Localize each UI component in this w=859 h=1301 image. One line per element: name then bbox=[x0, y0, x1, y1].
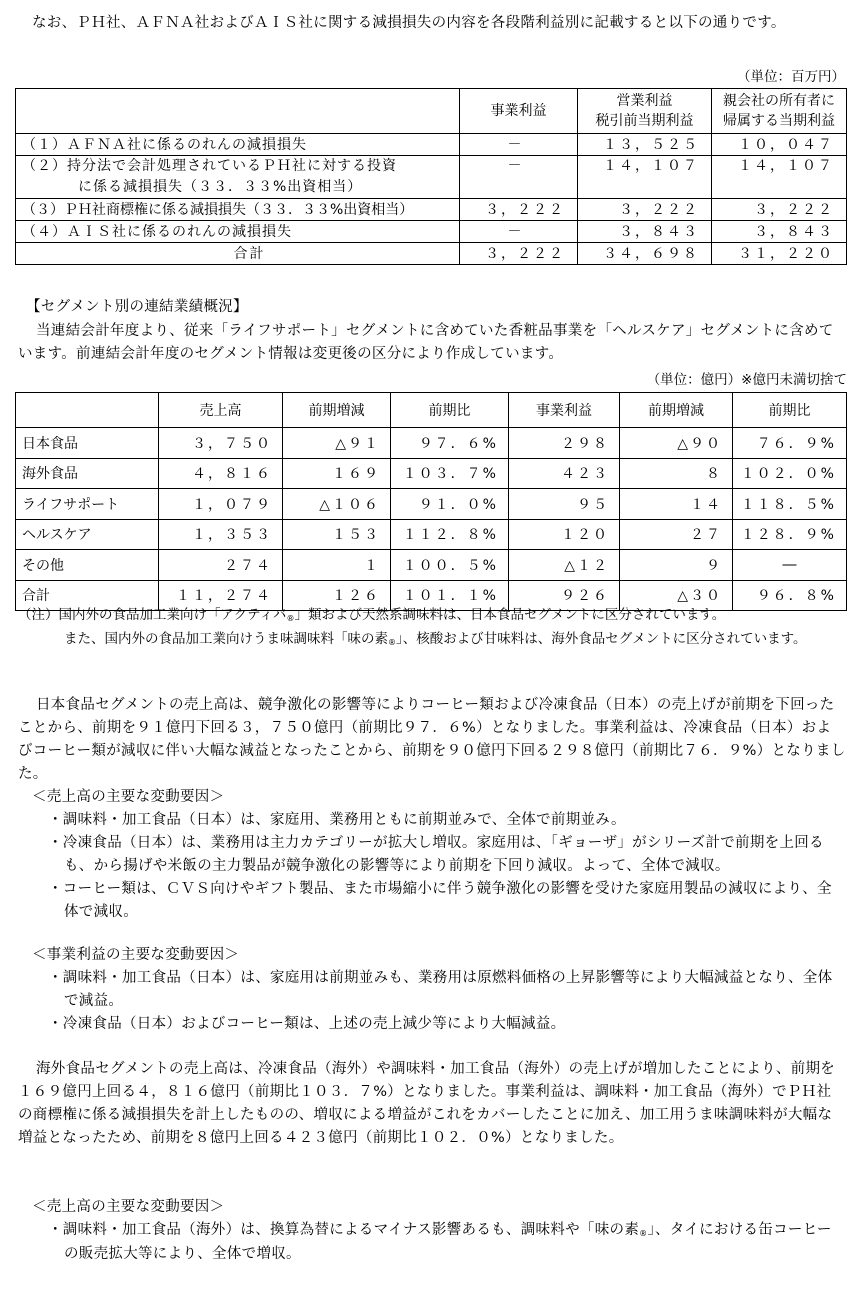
note-line1-part1: 国内外の食品加工業向け「アクティバ bbox=[58, 607, 287, 623]
impairment-header-row bbox=[16, 89, 847, 134]
operating-profit-label: 営業利益 bbox=[616, 93, 673, 109]
note-line2-part1: また、国内外の食品加工業向けうま味調味料「味の素 bbox=[64, 631, 388, 647]
segment-header-blank bbox=[16, 393, 159, 428]
list-item: ・冷凍食品（日本）およびコーヒー類は、上述の売上減少等により大幅減益。 bbox=[48, 1016, 566, 1032]
segment-header-sales-change: 前期増減 bbox=[283, 393, 391, 428]
impairment-cell: ３，２２２ bbox=[460, 199, 578, 221]
segment-cell: ９２６ bbox=[509, 580, 620, 611]
overseas-bullet-part1: ・調味料・加工食品（海外）は、換算為替によるマイナス影響あるも、調味料や「味の素 bbox=[48, 1222, 640, 1238]
impairment-table bbox=[15, 88, 847, 265]
overseas-bullet-part2: 」、タイにおける缶コーヒーの販売拡大等により、全体で増収。 bbox=[64, 1222, 832, 1262]
segment-unit-label: （単位：億円）※億円未満切捨て bbox=[646, 372, 847, 388]
segment-cell: △１０６ bbox=[283, 489, 391, 520]
impairment-cell: １４，１０７ bbox=[712, 156, 847, 199]
impairment-row-label bbox=[16, 156, 460, 199]
impairment-row bbox=[16, 156, 847, 199]
impairment-cell: － bbox=[460, 156, 578, 199]
segment-header-profit-change: 前期増減 bbox=[620, 393, 733, 428]
segment-row-name: 日本食品 bbox=[16, 428, 159, 459]
impairment-row-label-line2: に係る減損損失（３３．３３%出資相当） bbox=[78, 179, 363, 195]
segment-note bbox=[18, 604, 858, 652]
impairment-row bbox=[16, 221, 847, 243]
pretax-profit-label: 税引前当期利益 bbox=[595, 113, 694, 129]
segment-cell: １０２．０% bbox=[733, 458, 847, 489]
impairment-header-owner-profit bbox=[712, 89, 847, 134]
segment-cell: １１２．８% bbox=[391, 519, 509, 550]
impairment-row-label: （３）ＰＨ社商標権に係る減損損失（３３．３３%出資相当） bbox=[16, 199, 460, 221]
segment-cell: １，０７９ bbox=[159, 489, 283, 520]
segment-cell: ９１．０% bbox=[391, 489, 509, 520]
segment-row bbox=[16, 489, 847, 520]
impairment-cell: ３，２２２ bbox=[460, 243, 578, 265]
segment-cell: ４２３ bbox=[509, 458, 620, 489]
note-line1-part2: 」類および天然系調味料は、日本食品セグメントに区分されています。 bbox=[294, 607, 726, 623]
segment-cell: １０１．１% bbox=[391, 580, 509, 611]
segment-cell: ９７．６% bbox=[391, 428, 509, 459]
note-line2-part2: 」、核酸および甘味料は、海外食品セグメントに区分されています。 bbox=[396, 631, 807, 647]
overseas-sales-factors-header: ＜売上高の主要な変動要因＞ bbox=[32, 1199, 225, 1215]
segment-cell: ２７４ bbox=[159, 550, 283, 581]
segment-heading: 【セグメント別の連結業績概況】 bbox=[26, 299, 248, 315]
segment-header-profit-ratio: 前期比 bbox=[733, 393, 847, 428]
segment-row-name: ヘルスケア bbox=[16, 519, 159, 550]
segment-cell: １２０ bbox=[509, 519, 620, 550]
segment-header-business-profit: 事業利益 bbox=[509, 393, 620, 428]
impairment-cell: ３，８４３ bbox=[712, 221, 847, 243]
segment-cell: △９１ bbox=[283, 428, 391, 459]
list-item: ・調味料・加工食品（日本）は、家庭用は前期並みも、業務用は原燃料価格の上昇影響等により大幅減益となり、全体で減益。 bbox=[48, 970, 833, 1009]
intro-paragraph: なお、ＰＨ社、ＡＦＮＡ社およびＡＩＳ社に関する減損損失の内容を各段階利益別に記載すると以下の通りです。 bbox=[32, 15, 786, 31]
impairment-row-label: （１）ＡＦＮＡ社に係るのれんの減損損失 bbox=[16, 134, 460, 156]
segment-cell: １２６ bbox=[283, 580, 391, 611]
segment-row-name: 合計 bbox=[16, 580, 159, 611]
segment-cell: △３０ bbox=[620, 580, 733, 611]
registered-mark-icon: ® bbox=[388, 638, 396, 647]
japan-profit-bullets bbox=[48, 967, 846, 1036]
segment-row-name: 海外食品 bbox=[16, 458, 159, 489]
impairment-cell: ３，２２２ bbox=[578, 199, 712, 221]
list-item bbox=[48, 1219, 846, 1266]
segment-cell: １４ bbox=[620, 489, 733, 520]
segment-header-sales-ratio: 前期比 bbox=[391, 393, 509, 428]
segment-cell: △１２ bbox=[509, 550, 620, 581]
japan-profit-factors-header: ＜事業利益の主要な変動要因＞ bbox=[32, 947, 240, 963]
overseas-sales-bullets bbox=[48, 1219, 846, 1266]
segment-cell: １００．５% bbox=[391, 550, 509, 581]
japan-sales-factors-header: ＜売上高の主要な変動要因＞ bbox=[32, 789, 225, 805]
segment-cell: １６９ bbox=[283, 458, 391, 489]
segment-cell: ８ bbox=[620, 458, 733, 489]
segment-cell: ２７ bbox=[620, 519, 733, 550]
list-item: ・コーヒー類は、ＣＶＳ向けやギフト製品、また市場縮小に伴う競争激化の影響を受けた家庭用製品の減収により、全体で減収。 bbox=[48, 881, 832, 920]
segment-cell: １０３．７% bbox=[391, 458, 509, 489]
segment-cell: １ bbox=[283, 550, 391, 581]
segment-row-name: その他 bbox=[16, 550, 159, 581]
overseas-food-paragraph: 海外食品セグメントの売上高は、冷凍食品（海外）や調味料・加工食品（海外）の売上げが増加したことにより、前期を１６９億円上回る４，８１６億円（前期比１０３．７%）となりました。事業利益は、調味料・加工食品（海外）でＰＨ社の商標権に係る減損損失を計上したものの、増収による増益がこれをカバーしたことに加え、加工用うま味調味料が大幅な増益となったため、前期を８億円上回る４２３億円（前期比１０２．０%）となりました。 bbox=[18, 1061, 836, 1146]
impairment-row-label-line1: （２）持分法で会計処理されているＰＨ社に対する投資 bbox=[22, 158, 397, 174]
note-prefix: （注） bbox=[18, 607, 59, 623]
segment-cell: ９６．８% bbox=[733, 580, 847, 611]
registered-mark-icon: ® bbox=[639, 1229, 648, 1238]
list-item: ・冷凍食品（日本）は、業務用は主力カテゴリーが拡大し増収。家庭用は、「ギョーザ」がシリーズ計で前期を上回るも、から揚げや米飯の主力製品が競争激化の影響等により前期を下回り減収。よって、全体で減収。 bbox=[48, 835, 824, 874]
segment-table bbox=[15, 392, 847, 611]
list-item: ・調味料・加工食品（日本）は、家庭用、業務用ともに前期並みで、全体で前期並み。 bbox=[48, 812, 626, 828]
note-line2 bbox=[18, 628, 858, 652]
impairment-row bbox=[16, 134, 847, 156]
segment-cell: １１８．５% bbox=[733, 489, 847, 520]
impairment-cell: ３４，６９８ bbox=[578, 243, 712, 265]
segment-row-name: ライフサポート bbox=[16, 489, 159, 520]
impairment-total-label: 合計 bbox=[16, 243, 460, 265]
segment-cell: １２８．９% bbox=[733, 519, 847, 550]
segment-row bbox=[16, 458, 847, 489]
impairment-cell: ３，８４３ bbox=[578, 221, 712, 243]
segment-header-row bbox=[16, 393, 847, 428]
impairment-header-business-profit: 事業利益 bbox=[460, 89, 578, 134]
impairment-header-blank bbox=[16, 89, 460, 134]
impairment-row-label: （４）ＡＩＳ社に係るのれんの減損損失 bbox=[16, 221, 460, 243]
segment-cell: １，３５３ bbox=[159, 519, 283, 550]
impairment-cell: ３１，２２０ bbox=[712, 243, 847, 265]
impairment-total-row bbox=[16, 243, 847, 265]
segment-cell: １１，２７４ bbox=[159, 580, 283, 611]
segment-row bbox=[16, 550, 847, 581]
segment-cell: △９０ bbox=[620, 428, 733, 459]
segment-cell: ２９８ bbox=[509, 428, 620, 459]
segment-cell: ７６．９% bbox=[733, 428, 847, 459]
impairment-cell: １３，５２５ bbox=[578, 134, 712, 156]
impairment-cell: － bbox=[460, 134, 578, 156]
impairment-row bbox=[16, 199, 847, 221]
impairment-unit-label: （単位：百万円） bbox=[737, 69, 845, 85]
segment-cell: ９ bbox=[620, 550, 733, 581]
impairment-cell: － bbox=[460, 221, 578, 243]
owner-profit-line2: 帰属する当期利益 bbox=[723, 113, 835, 129]
segment-cell: ３，７５０ bbox=[159, 428, 283, 459]
segment-row bbox=[16, 519, 847, 550]
impairment-cell: １４，１０７ bbox=[578, 156, 712, 199]
segment-table-body bbox=[16, 428, 847, 611]
segment-cell: ９５ bbox=[509, 489, 620, 520]
segment-header-sales: 売上高 bbox=[159, 393, 283, 428]
impairment-header-operating-profit bbox=[578, 89, 712, 134]
registered-mark-icon: ® bbox=[286, 614, 295, 623]
impairment-cell: ３，２２２ bbox=[712, 199, 847, 221]
segment-cell: ― bbox=[733, 550, 847, 581]
impairment-cell: １０，０４７ bbox=[712, 134, 847, 156]
japan-food-paragraph: 日本食品セグメントの売上高は、競争激化の影響等によりコーヒー類および冷凍食品（日本）の売上げが前期を下回ったことから、前期を９１億円下回る３，７５０億円（前期比９７．６%）となりました。事業利益は、冷凍食品（日本）およびコーヒー類が減収に伴い大幅な減益となったことから、前期を９０億円下回る２９８億円（前期比７６．９%）となりました。 bbox=[18, 697, 846, 782]
segment-cell: ４，８１６ bbox=[159, 458, 283, 489]
segment-intro-paragraph: 当連結会計年度より、従来「ライフサポート」セグメントに含めていた香粧品事業を「ヘルスケア」セグメントに含めています。前連結会計年度のセグメント情報は変更後の区分により作成しています。 bbox=[18, 323, 834, 362]
segment-cell: １５３ bbox=[283, 519, 391, 550]
segment-row bbox=[16, 428, 847, 459]
japan-sales-bullets bbox=[48, 809, 846, 924]
owner-profit-line1: 親会社の所有者に bbox=[723, 93, 835, 109]
